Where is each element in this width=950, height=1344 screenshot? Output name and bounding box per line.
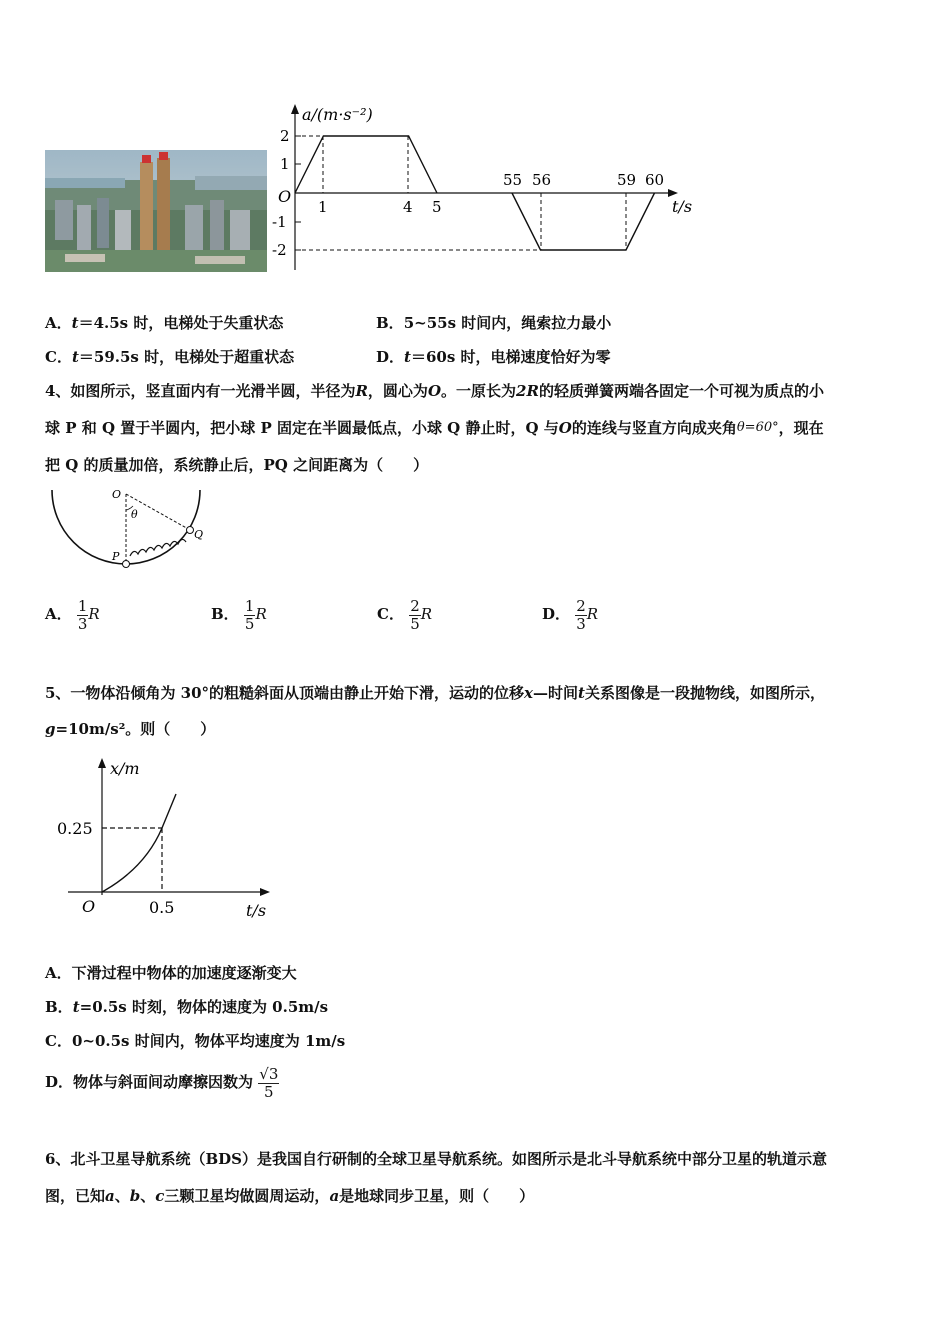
option-label: C． [45, 348, 72, 366]
q3-option-b[interactable] [376, 312, 611, 333]
fraction: $\frac{2}{5}$ [410, 597, 420, 633]
q4-option-c[interactable]: C． $\frac{2}{5}$ R [377, 597, 433, 633]
q4-option-d[interactable]: D． $\frac{2}{3}$ R [542, 597, 599, 633]
y-tick-2: 2 [280, 127, 290, 145]
fraction: $\frac{√3}{5}$ [259, 1065, 279, 1101]
option-label: D． [542, 605, 571, 623]
q5-option-b[interactable] [45, 996, 328, 1017]
x-tick-05: 0.5 [149, 898, 175, 917]
q3-option-d[interactable] [376, 346, 611, 367]
option-text: ＝60s 时，电梯速度恰好为零 [410, 348, 611, 366]
option-label: B． [211, 605, 239, 623]
x-tick-60: 60 [645, 171, 665, 189]
acceleration-curve [295, 136, 437, 193]
y-axis-label: x/m [110, 759, 140, 778]
center-o-label: O [112, 488, 122, 501]
q5-option-c[interactable] [45, 1030, 345, 1051]
y-tick-1: 1 [280, 155, 290, 173]
y-tick-neg2: -2 [272, 241, 287, 259]
q4-stem-line1: 4、如图所示，竖直面内有一光滑半圆，半径为R，圆心为O。一原长为2R的轻质弹簧两端各固定一个可视为质点的小 [45, 382, 824, 400]
var-t: t [72, 998, 80, 1016]
q4-option-a[interactable]: A． $\frac{1}{3}$ R [45, 597, 100, 633]
y-tick-025: 0.25 [57, 819, 93, 838]
option-label: D． [376, 348, 405, 366]
option-label: B． [376, 314, 404, 332]
origin-label: O [278, 187, 292, 206]
option-text: =0.5s 时刻，物体的速度为 0.5m/s [79, 998, 329, 1016]
q4-option-b[interactable]: B． $\frac{1}{5}$ R [211, 597, 267, 633]
q3-option-a[interactable] [45, 312, 283, 333]
q6-stem-line1: 6、北斗卫星导航系统（BDS）是我国自行研制的全球卫星导航系统。如图所示是北斗导航系统中部分卫星的轨道示意 [45, 1150, 827, 1168]
position-time-graph [50, 750, 280, 925]
option-text: 5~55s 时间内，绳索拉力最小 [403, 314, 612, 332]
q5-option-a[interactable] [45, 962, 297, 983]
theta-label: θ [131, 508, 138, 521]
option-label: D． [45, 1073, 74, 1091]
skyscraper-photo [45, 150, 267, 272]
ball-p-label: P [112, 550, 120, 563]
q4-stem-line2: 球 P 和 Q 置于半圆内，把小球 P 固定在半圆最低点，小球 Q 静止时，Q 与O的连线与竖直方向成夹角θ=60°，现在 [45, 419, 824, 437]
option-label: B． [45, 998, 73, 1016]
x-tick-59: 59 [617, 171, 637, 189]
fraction: $\frac{1}{5}$ [244, 597, 255, 633]
origin-label: O [82, 897, 96, 916]
var-t: t [71, 314, 79, 332]
q5-stem-line1: 5、一物体沿倾角为 30°的粗糙斜面从顶端由静止开始下滑，运动的位移x—时间t关系图像是一段抛物线，如图所示， [45, 684, 825, 702]
q6-stem-line2: 图，已知a、b、c三颗卫星均做圆周运动，a是地球同步卫星，则（ ） [45, 1187, 535, 1205]
x-tick-5: 5 [432, 198, 442, 216]
acceleration-curve-late [512, 193, 655, 250]
option-text: ＝59.5s 时，电梯处于超重状态 [78, 348, 295, 366]
q5-option-d[interactable] [45, 1066, 279, 1100]
var-t: t [71, 348, 79, 366]
x-tick-4: 4 [403, 198, 413, 216]
option-label: A． [45, 964, 72, 982]
q4-stem-line3: 把 Q 的质量加倍，系统静止后，PQ 之间距离为（ ） [45, 456, 429, 474]
x-tick-1: 1 [318, 198, 328, 216]
q5-stem-line2: g=10m/s²。则（ ） [45, 720, 216, 738]
option-text: 0~0.5s 时间内，物体平均速度为 1m/s [71, 1032, 346, 1050]
option-label: C． [45, 1032, 72, 1050]
option-text: 下滑过程中物体的加速度逐渐变大 [71, 964, 297, 982]
option-label: C． [377, 605, 404, 623]
fraction: $\frac{1}{3}$ [77, 597, 88, 633]
fraction: $\frac{2}{3}$ [576, 597, 586, 633]
x-tick-55: 55 [503, 171, 523, 189]
x-axis-label: t/s [672, 197, 693, 216]
option-text: ＝4.5s 时，电梯处于失重状态 [78, 314, 284, 332]
option-text: 物体与斜面间动摩擦因数为 [73, 1073, 254, 1091]
x-tick-56: 56 [532, 171, 552, 189]
x-axis-label: t/s [246, 901, 267, 920]
option-label: A． [45, 605, 72, 623]
option-label: A． [45, 314, 72, 332]
q3-option-c[interactable] [45, 346, 294, 367]
ball-q-label: Q [194, 528, 204, 541]
var-t: t [404, 348, 411, 366]
semicircle-spring-figure [48, 486, 208, 574]
y-axis-label: a/(m·s⁻²) [302, 105, 373, 124]
acceleration-time-graph [270, 100, 710, 280]
y-tick-neg1: -1 [272, 213, 287, 231]
